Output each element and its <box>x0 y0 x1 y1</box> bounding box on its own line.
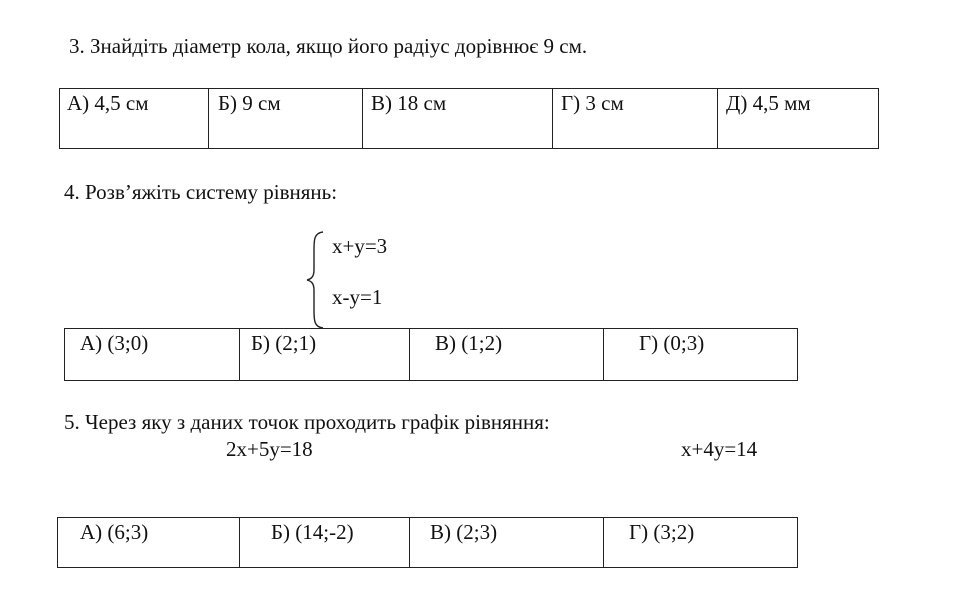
q5-option-c-label: В) (2;3) <box>430 520 498 544</box>
q5-equation-1: 2x+5y=18 <box>226 437 313 461</box>
q5-equation-2: x+4y=14 <box>681 437 758 461</box>
q4-equation-1: x+y=3 <box>332 234 388 258</box>
question-4-text: 4. Розв’яжіть систему рівнянь: <box>64 180 338 204</box>
q5-option-c[interactable] <box>410 518 604 568</box>
question-5-answer-table <box>57 517 798 568</box>
q4-equation-2: x-y=1 <box>332 285 383 309</box>
q3-option-d[interactable] <box>553 89 718 149</box>
question-3-answer-table <box>59 88 879 149</box>
q4-option-c[interactable] <box>410 329 604 381</box>
q5-option-a[interactable] <box>58 518 240 568</box>
q5-option-d-label: Г) (3;2) <box>629 520 695 544</box>
system-brace-icon <box>305 230 327 330</box>
question-3-text: 3. Знайдіть діаметр кола, якщо його радіус дорівнює 9 см. <box>69 34 588 58</box>
q4-option-b-label: Б) (2;1) <box>251 331 317 355</box>
q4-option-d-label: Г) (0;3) <box>639 331 705 355</box>
q3-option-e[interactable] <box>718 89 879 149</box>
q4-option-d[interactable] <box>604 329 798 381</box>
q3-option-b-label: Б) 9 см <box>218 91 281 115</box>
question-5-text: 5. Через яку з даних точок проходить графік рівняння: <box>64 410 550 434</box>
q5-option-d[interactable] <box>604 518 798 568</box>
q3-option-c[interactable] <box>363 89 553 149</box>
q3-option-b[interactable] <box>209 89 363 149</box>
q3-option-a-label: А) 4,5 см <box>67 91 149 115</box>
q5-option-a-label: А) (6;3) <box>80 520 149 544</box>
q4-option-a[interactable] <box>65 329 240 381</box>
q3-option-c-label: В) 18 см <box>371 91 447 115</box>
q4-option-b[interactable] <box>240 329 410 381</box>
q4-option-a-label: А) (3;0) <box>80 331 149 355</box>
question-4-answer-table <box>64 328 798 381</box>
q4-option-c-label: В) (1;2) <box>435 331 503 355</box>
q3-option-a[interactable] <box>60 89 209 149</box>
q5-option-b-label: Б) (14;-2) <box>271 520 354 544</box>
q3-option-d-label: Г) 3 см <box>561 91 624 115</box>
q5-option-b[interactable] <box>240 518 410 568</box>
q3-option-e-label: Д) 4,5 мм <box>726 91 811 115</box>
